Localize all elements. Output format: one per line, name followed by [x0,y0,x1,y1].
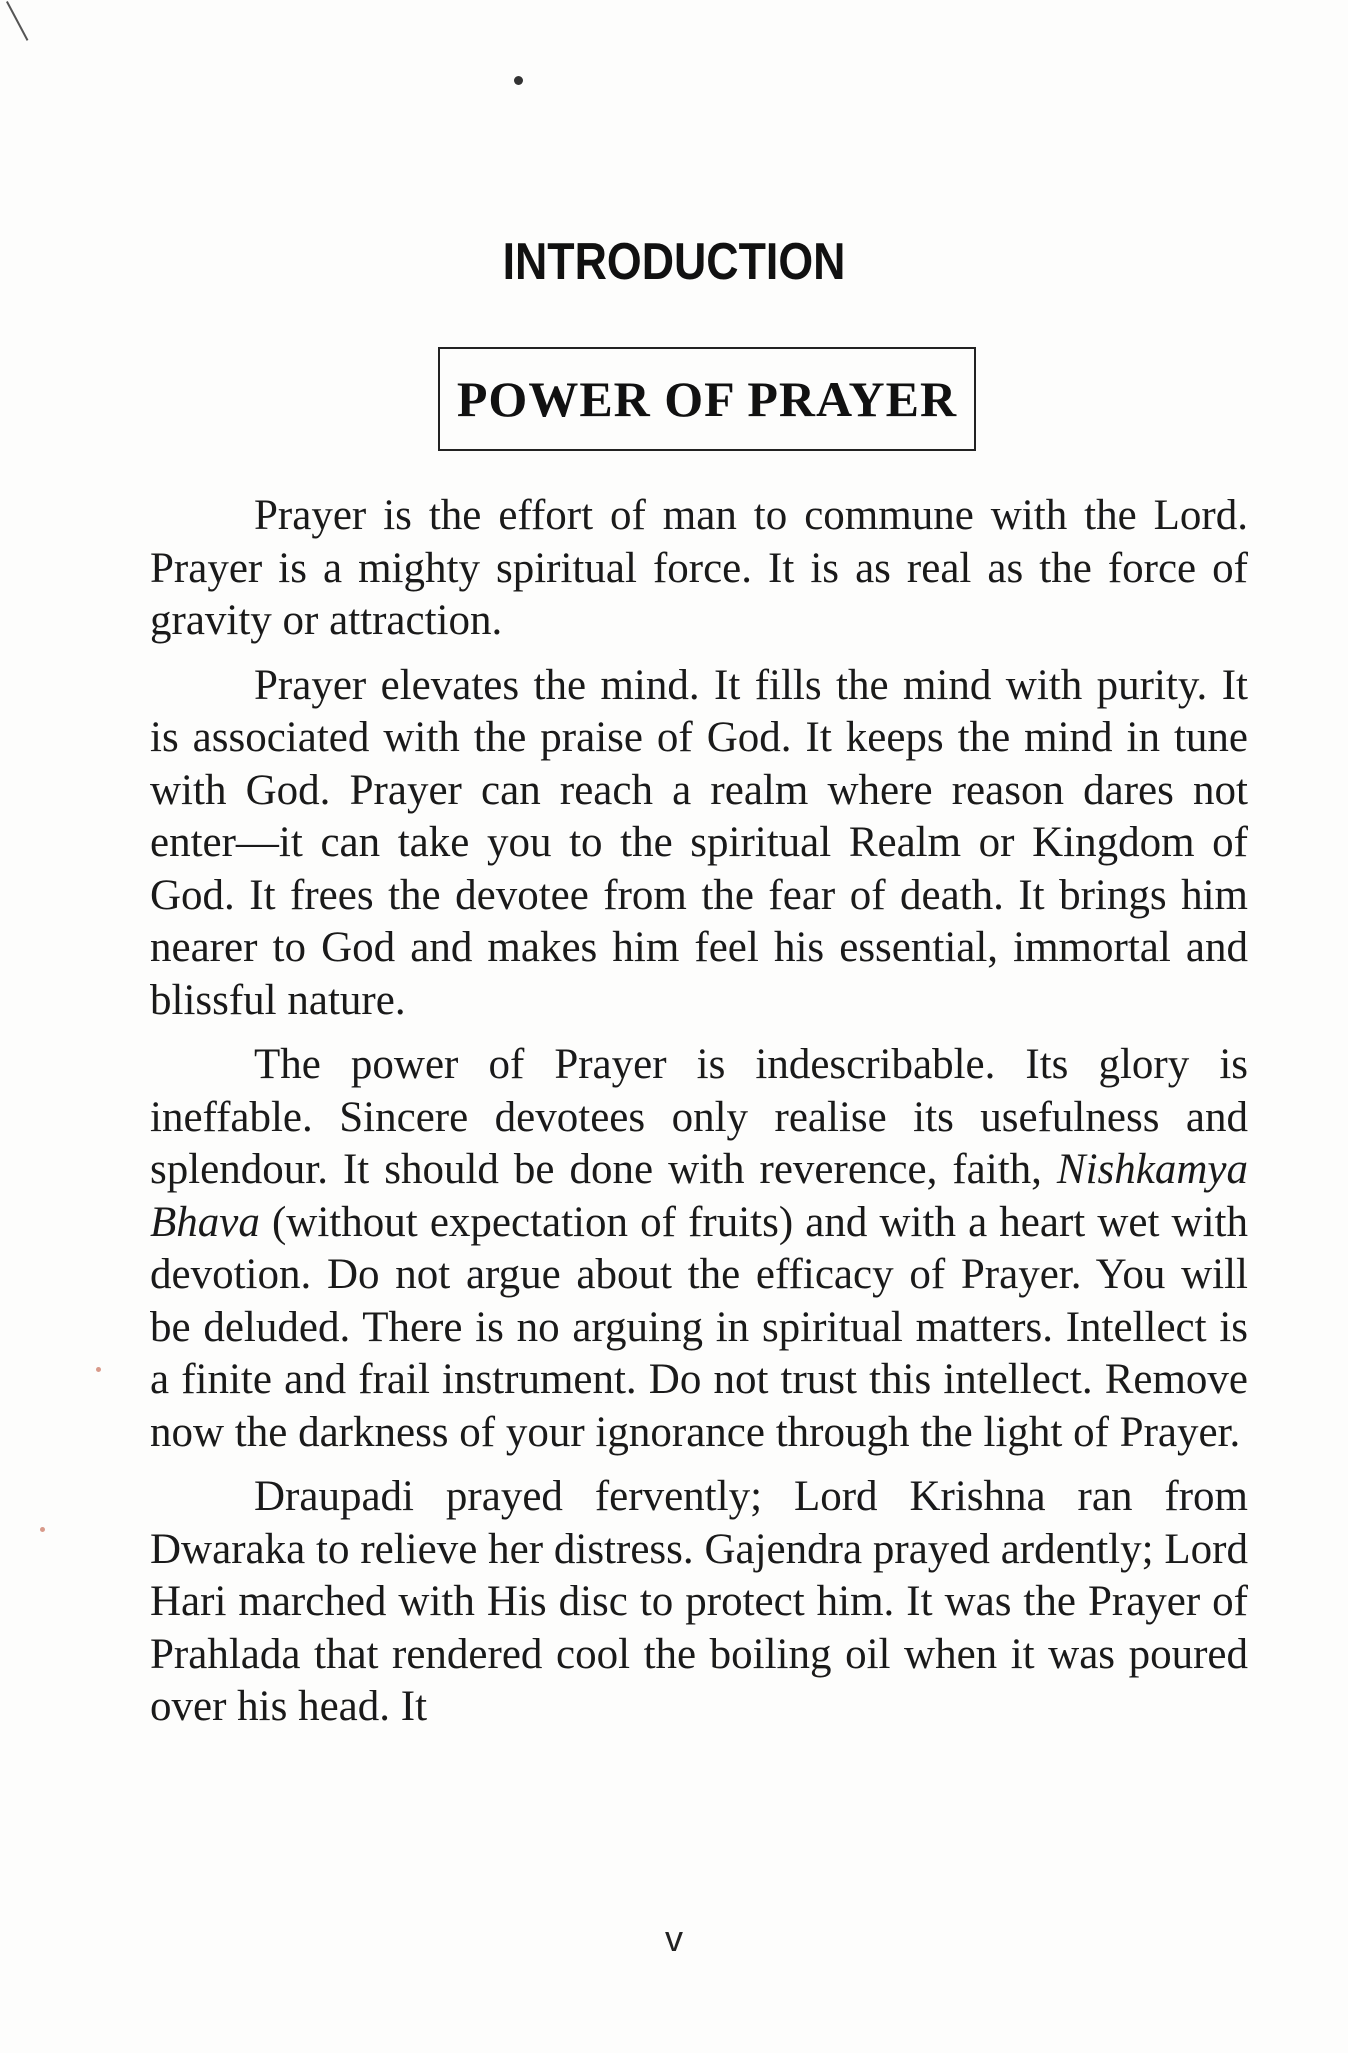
paragraph-3-after: (without expectation of fruits) and with a heart wet with devotion. Do not argue about the efficacy of Prayer. You will be deluded. There is no arguing in spiritual matters. Intellect is a finite and frail instrument. Do not trust this intellect. Remove now the darkness of your ignorance through the light of Prayer. [150,1198,1248,1456]
corner-scan-mark [6,1,28,41]
paragraph-3 [150,1039,1248,1459]
paragraph-2: Prayer elevates the mind. It fills the mind with purity. It is associated with the praise of God. It keeps the mind in tune with God. Prayer can reach a realm where reason dares not enter—it can take you to the spiritual Realm or Kingdom of God. It frees the devotee from the fear of death. It brings him nearer to God and makes him feel his essential, immortal and blissful nature. [150,661,1248,1024]
top-dot [514,76,523,85]
margin-speck [96,1367,101,1372]
paragraph-4: Draupadi prayed fervently; Lord Krishna ran from Dwaraka to relieve her distress. Gajendra prayed ardently; Lord Hari marched with His disc to protect him. It was the Prayer of Prahlada that rendered cool the boiling oil when it was poured over his head. It [150,1473,1248,1730]
paragraph-3-italic-term: Nishkamya Bhava [150,1146,1248,1246]
chapter-title-box [438,347,976,451]
page-number: v [665,1918,683,1959]
chapter-title: POWER OF PRAYER [456,371,958,427]
margin-speck [40,1527,45,1532]
body-text [150,490,1248,1734]
paragraph-3-before: The power of Prayer is indescribable. Its glory is ineffable. Sincere devotees only realise its usefulness and splendour. It should be done with reverence, faith, [150,1041,1248,1193]
paragraph-1: Prayer is the effort of man to commune with the Lord. Prayer is a mighty spiritual force. It is as real as the force of gravity or attraction. [150,492,1248,644]
section-heading: INTRODUCTION [502,233,846,291]
